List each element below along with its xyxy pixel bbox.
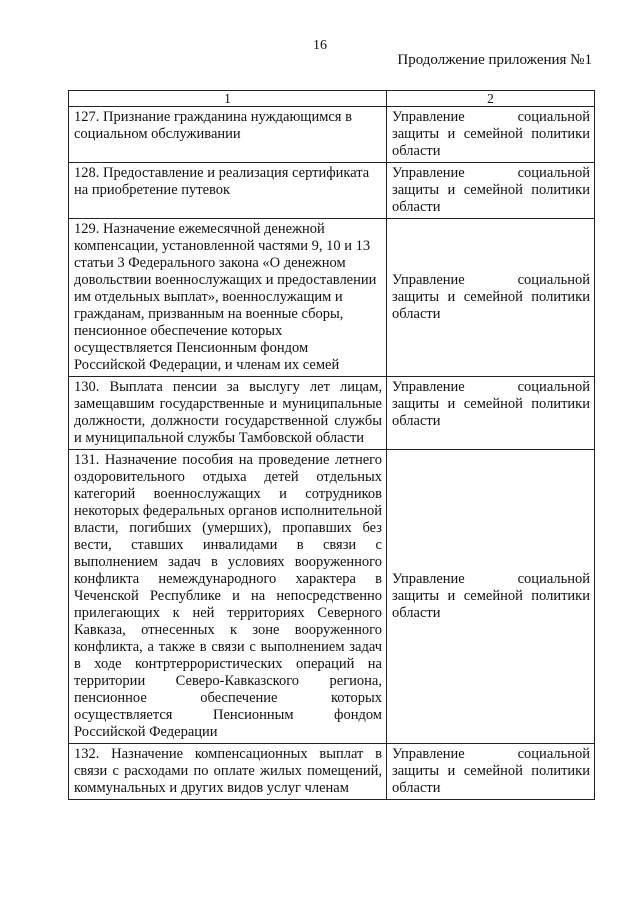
services-table (68, 90, 595, 800)
table-header-row (69, 91, 595, 107)
service-cell: 128. Предоставление и реализация сертификата на приобретение путевок (69, 163, 387, 219)
service-cell: 132. Назначение компенсационных выплат в связи с расходами по оплате жилых помещений, коммунальных и других видов услуг членам (69, 744, 387, 800)
table-row (69, 377, 595, 450)
column-header-1: 1 (69, 91, 387, 107)
table-row (69, 219, 595, 377)
table-row (69, 744, 595, 800)
service-cell: 131. Назначение пособия на проведение летнего оздоровительного отдыха детей отдельных категорий военнослужащих и сотрудников некоторых федеральных органов исполнительной власти, погибших (умерших), пропавших без вести, ставших инвалидами в связи с выполнением задач в условиях вооруженного конфликта немеждународного характера в Чеченской Республике и на непосредственно прилегающих к ней территориях Северного Кавказа, отнесенных к зоне вооруженного конфликта, а также в связи с выполнением задач в ходе контртеррористических операций на территории Северо-Кавказского региона, пенсионное обеспечение которых осуществляется Пенсионным фондом Российской Федерации (69, 450, 387, 744)
column-header-2: 2 (387, 91, 595, 107)
authority-cell: Управление социальной защиты и семейной политики области (387, 450, 595, 744)
authority-cell: Управление социальной защиты и семейной политики области (387, 744, 595, 800)
authority-cell: Управление социальной защиты и семейной политики области (387, 377, 595, 450)
page-number: 16 (313, 38, 327, 53)
service-cell: 129. Назначение ежемесячной денежной компенсации, установленной частями 9, 10 и 13 статьи 3 Федерального закона «О денежном довольствии военнослужащих и предоставлении им отдельных выплат», военнослужащим и гражданам, призванным на военные сборы, пенсионное обеспечение которых осуществляется Пенсионным фондом Российской Федерации, и членам их семей (69, 219, 387, 377)
authority-cell: Управление социальной защиты и семейной политики области (387, 107, 595, 163)
authority-cell: Управление социальной защиты и семейной политики области (387, 163, 595, 219)
authority-cell: Управление социальной защиты и семейной политики области (387, 219, 595, 377)
service-cell: 130. Выплата пенсии за выслугу лет лицам, замещавшим государственные и муниципальные должности, должности государственной службы и муниципальной службы Тамбовской области (69, 377, 387, 450)
table-row (69, 450, 595, 744)
table-row (69, 163, 595, 219)
appendix-continuation-label: Продолжение приложения №1 (397, 52, 592, 68)
table-row (69, 107, 595, 163)
service-cell: 127. Признание гражданина нуждающимся в социальном обслуживании (69, 107, 387, 163)
